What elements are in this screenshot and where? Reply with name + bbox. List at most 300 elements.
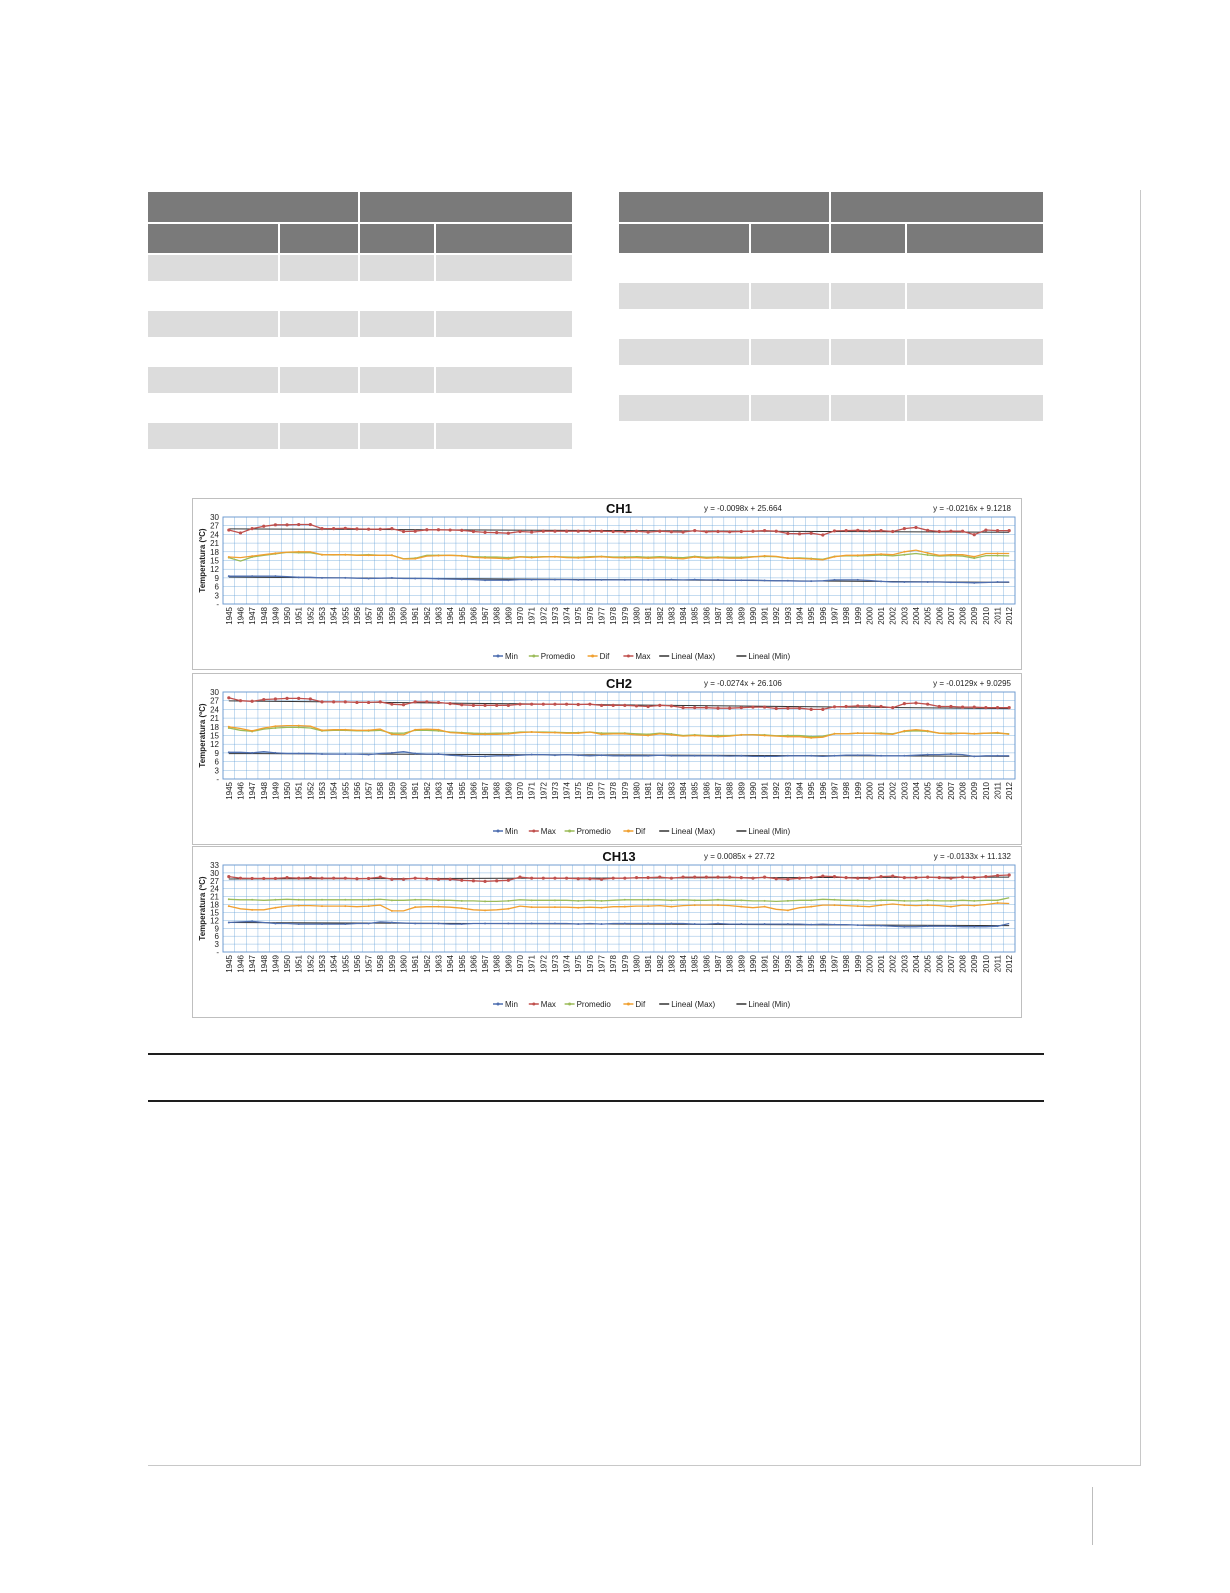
table-subheader-cell	[907, 224, 1043, 253]
data-point-promedio	[903, 554, 905, 556]
x-tick-label: 1949	[271, 782, 281, 800]
x-tick-label: 1965	[457, 607, 467, 625]
data-point-min	[437, 923, 439, 925]
data-point-min	[950, 925, 952, 927]
x-tick-label: 1968	[492, 607, 502, 625]
data-point-max	[938, 530, 941, 533]
data-point-promedio	[927, 899, 929, 901]
chart-title: CH2	[605, 676, 633, 691]
data-point-promedio	[740, 899, 742, 901]
x-tick-label: 1977	[597, 782, 607, 800]
x-tick-label: 1963	[434, 607, 444, 625]
x-tick-label: 1995	[807, 955, 817, 973]
table-cell	[436, 423, 572, 449]
x-tick-label: 1953	[318, 607, 327, 625]
data-point-max	[227, 875, 230, 878]
data-point-dif	[973, 905, 975, 907]
y-tick-label: 27	[210, 521, 219, 531]
data-point-promedio	[717, 899, 719, 901]
x-tick-label: 1960	[399, 607, 409, 625]
data-point-max	[786, 707, 789, 710]
data-point-min	[461, 578, 463, 580]
data-point-dif	[903, 551, 905, 553]
data-point-max	[425, 877, 428, 880]
x-tick-label: 1983	[667, 782, 677, 800]
x-tick-label: 1981	[644, 782, 654, 800]
data-point-max	[984, 875, 987, 878]
trend-equation-min: y = -0.0133x + 11.132	[933, 852, 1011, 861]
data-point-min	[740, 579, 742, 581]
x-tick-label: 1982	[655, 782, 665, 800]
data-point-promedio	[368, 899, 370, 901]
y-tick-label: 9	[214, 924, 219, 934]
legend-label: Max	[635, 652, 651, 661]
data-point-max	[460, 529, 463, 532]
x-tick-label: 2007	[946, 607, 956, 625]
table-top-rule	[148, 1053, 1044, 1055]
data-point-min	[298, 752, 300, 754]
data-point-min	[298, 576, 300, 578]
x-tick-label: 1991	[760, 955, 770, 973]
table-cell	[751, 395, 829, 421]
data-point-max	[681, 706, 684, 709]
x-tick-label: 2009	[970, 607, 980, 625]
x-tick-label: 2004	[912, 955, 921, 973]
data-point-max	[798, 707, 801, 710]
x-tick-label: 1973	[550, 955, 560, 973]
data-point-min	[717, 923, 719, 925]
data-point-max	[961, 705, 964, 708]
data-point-dif	[927, 904, 929, 906]
data-point-max	[705, 706, 708, 709]
y-tick-label: -	[216, 948, 219, 957]
x-tick-label: 2009	[970, 782, 980, 800]
data-point-dif	[857, 554, 859, 556]
data-point-min	[531, 754, 533, 756]
legend-marker	[532, 1003, 535, 1006]
data-point-max	[891, 874, 894, 877]
x-tick-label: 1986	[702, 955, 712, 973]
data-point-max	[845, 705, 848, 708]
data-point-max	[728, 876, 731, 879]
data-point-max	[891, 530, 894, 533]
data-point-max	[775, 877, 778, 880]
data-point-min	[624, 923, 626, 925]
x-tick-label: 1948	[259, 782, 269, 800]
data-point-max	[367, 701, 370, 704]
y-tick-label: 30	[210, 688, 219, 697]
x-tick-label: 1972	[539, 955, 549, 973]
data-point-min	[274, 752, 276, 754]
y-tick-label: 27	[210, 876, 219, 886]
x-tick-label: 1992	[772, 955, 782, 973]
legend-label: Promedio	[576, 1000, 611, 1009]
x-tick-label: 1984	[679, 955, 689, 973]
x-tick-label: 2000	[865, 607, 875, 625]
data-point-dif	[833, 556, 835, 558]
data-point-max	[833, 875, 836, 878]
x-tick-label: 1970	[516, 955, 525, 973]
data-point-max	[565, 877, 568, 880]
chart-ch13-svg	[193, 847, 1021, 1017]
x-tick-label: 1953	[318, 955, 327, 973]
x-tick-label: 1970	[516, 607, 525, 625]
data-point-dif	[484, 733, 486, 735]
data-point-max	[379, 876, 382, 879]
x-tick-label: 2008	[958, 955, 968, 973]
data-point-max	[949, 877, 952, 880]
data-point-dif	[601, 556, 603, 558]
x-tick-label: 1985	[690, 955, 700, 973]
x-tick-label: 2001	[877, 955, 887, 973]
data-point-min	[461, 755, 463, 757]
x-tick-label: 1965	[457, 782, 467, 800]
data-point-min	[764, 923, 766, 925]
data-point-max	[810, 708, 813, 711]
x-tick-label: 2005	[923, 607, 933, 625]
x-tick-label: 1978	[609, 607, 619, 625]
data-point-max	[856, 529, 859, 532]
table-cell	[436, 283, 572, 309]
y-tick-label: 15	[210, 731, 219, 741]
data-point-dif	[973, 733, 975, 735]
table-header-row	[148, 192, 572, 222]
x-tick-label: 1945	[224, 782, 234, 800]
table-subheader-cell	[148, 224, 278, 253]
data-point-min	[391, 921, 393, 923]
data-point-min	[251, 920, 253, 922]
data-point-dif	[950, 733, 952, 735]
data-point-min	[484, 755, 486, 757]
data-point-dif	[880, 733, 882, 735]
x-tick-label: 1961	[411, 955, 421, 973]
data-point-dif	[414, 558, 416, 560]
data-point-min	[391, 577, 393, 579]
x-tick-label: 1952	[306, 607, 316, 625]
x-tick-label: 1945	[224, 607, 234, 625]
data-point-max	[495, 879, 498, 882]
x-tick-label: 1981	[644, 607, 654, 625]
x-tick-label: 1976	[585, 607, 595, 625]
data-point-max	[565, 530, 568, 533]
x-tick-label: 1972	[539, 782, 549, 800]
x-tick-label: 1949	[271, 955, 281, 973]
legend-marker	[532, 830, 535, 833]
data-point-max	[996, 874, 999, 877]
table-subheader-cell	[360, 224, 434, 253]
data-point-max	[309, 876, 312, 879]
data-point-min	[554, 754, 556, 756]
data-point-min	[601, 754, 603, 756]
data-point-min	[484, 923, 486, 925]
data-point-max	[320, 700, 323, 703]
x-tick-label: 1956	[352, 955, 362, 973]
data-point-min	[857, 579, 859, 581]
table-cell	[148, 339, 278, 365]
data-point-max	[577, 877, 580, 880]
x-tick-label: 1982	[655, 955, 665, 973]
table-cell	[148, 395, 278, 421]
x-tick-label: 2000	[865, 782, 875, 800]
data-point-max	[530, 703, 533, 706]
x-tick-label: 1964	[446, 607, 456, 625]
table-cell	[831, 367, 905, 393]
data-point-dif	[647, 735, 649, 737]
data-point-max	[262, 877, 265, 880]
y-tick-label: 24	[210, 705, 219, 715]
chart-ch13	[192, 846, 1022, 1018]
table-row	[619, 395, 1043, 421]
x-tick-label: 1989	[737, 607, 747, 625]
table-cell	[907, 255, 1043, 281]
data-point-min	[624, 755, 626, 757]
data-point-dif	[903, 904, 905, 906]
x-tick-label: 1963	[434, 782, 444, 800]
y-tick-label: 15	[210, 556, 219, 566]
data-point-min	[647, 923, 649, 925]
x-tick-label: 1977	[597, 955, 607, 973]
x-tick-label: 1985	[690, 607, 700, 625]
data-point-dif	[531, 731, 533, 733]
data-point-max	[367, 877, 370, 880]
x-tick-label: 1975	[574, 782, 584, 800]
data-point-dif	[903, 730, 905, 732]
data-point-min	[764, 580, 766, 582]
data-point-max	[239, 531, 242, 534]
data-point-max	[635, 704, 638, 707]
data-point-max	[716, 707, 719, 710]
x-tick-label: 1955	[341, 607, 351, 625]
data-point-dif	[601, 907, 603, 909]
data-point-dif	[787, 736, 789, 738]
page-number-divider	[1092, 1487, 1093, 1545]
y-tick-label: 24	[210, 530, 219, 540]
data-point-max	[821, 533, 824, 536]
data-point-min	[507, 755, 509, 757]
data-point-max	[693, 706, 696, 709]
table-cell	[751, 311, 829, 337]
data-point-min	[368, 754, 370, 756]
chart-title: CH13	[602, 849, 636, 864]
data-point-min	[927, 925, 929, 927]
table-cell	[619, 339, 749, 365]
data-point-max	[868, 529, 871, 532]
x-tick-label: 1974	[562, 782, 572, 800]
x-tick-label: 1954	[329, 782, 339, 800]
data-point-min	[950, 581, 952, 583]
data-point-dif	[810, 906, 812, 908]
data-point-max	[285, 876, 288, 879]
data-point-dif	[717, 736, 719, 738]
y-axis-label: Temperatura (ºC)	[198, 703, 207, 768]
data-point-max	[274, 523, 277, 526]
x-tick-label: 1996	[818, 782, 828, 800]
y-tick-label: 12	[210, 565, 219, 575]
x-tick-label: 1992	[772, 607, 782, 625]
data-point-max	[355, 527, 358, 530]
data-point-max	[961, 876, 964, 879]
data-point-promedio	[997, 899, 999, 901]
data-point-max	[309, 697, 312, 700]
x-tick-label: 1950	[283, 955, 293, 973]
data-point-max	[553, 530, 556, 533]
data-point-dif	[228, 556, 230, 558]
data-point-dif	[950, 554, 952, 556]
data-point-min	[694, 923, 696, 925]
x-tick-label: 1995	[807, 607, 817, 625]
data-point-max	[786, 532, 789, 535]
data-point-dif	[251, 555, 253, 557]
data-point-min	[274, 923, 276, 925]
data-point-promedio	[414, 899, 416, 901]
table-cell	[619, 367, 749, 393]
data-point-min	[787, 755, 789, 757]
data-point-max	[344, 700, 347, 703]
data-point-min	[927, 754, 929, 756]
data-point-dif	[298, 551, 300, 553]
data-point-max	[332, 527, 335, 530]
data-point-dif	[997, 553, 999, 555]
x-tick-label: 1967	[481, 955, 491, 973]
data-point-dif	[577, 732, 579, 734]
data-point-dif	[857, 732, 859, 734]
data-point-dif	[251, 730, 253, 732]
x-tick-label: 1998	[842, 607, 852, 625]
data-point-dif	[461, 555, 463, 557]
table-cell	[436, 395, 572, 421]
x-tick-label: 2012	[1005, 782, 1015, 800]
x-tick-label: 1955	[341, 955, 351, 973]
data-point-max	[670, 704, 673, 707]
y-tick-label: 12	[210, 916, 219, 926]
x-tick-label: 1991	[760, 607, 770, 625]
x-tick-label: 1951	[294, 607, 304, 625]
x-tick-label: 1969	[504, 607, 514, 625]
data-point-dif	[437, 729, 439, 731]
data-point-max	[705, 530, 708, 533]
data-point-min	[414, 752, 416, 754]
data-point-dif	[927, 730, 929, 732]
data-point-max	[612, 704, 615, 707]
y-tick-label: 21	[210, 892, 219, 902]
data-point-min	[810, 924, 812, 926]
x-tick-label: 2009	[970, 955, 980, 973]
x-tick-label: 1983	[667, 955, 677, 973]
data-point-max	[577, 530, 580, 533]
x-tick-label: 1990	[748, 782, 758, 800]
legend-label: Min	[505, 827, 518, 836]
x-tick-label: 1998	[842, 955, 852, 973]
legend-label: Dif	[635, 1000, 646, 1009]
x-tick-label: 1959	[387, 955, 397, 973]
data-point-min	[927, 581, 929, 583]
data-point-max	[239, 877, 242, 880]
x-tick-label: 2002	[888, 782, 898, 800]
data-point-max	[449, 702, 452, 705]
data-point-promedio	[833, 899, 835, 901]
table-row	[619, 311, 1043, 337]
x-tick-label: 1969	[504, 955, 514, 973]
x-tick-label: 1978	[609, 782, 619, 800]
data-point-min	[531, 923, 533, 925]
table-cell	[619, 255, 749, 281]
x-tick-label: 1971	[527, 955, 537, 973]
data-point-dif	[670, 906, 672, 908]
data-point-max	[740, 530, 743, 533]
data-point-max	[728, 707, 731, 710]
data-point-min	[437, 753, 439, 755]
data-point-promedio	[880, 899, 882, 901]
data-point-promedio	[484, 900, 486, 902]
data-point-max	[786, 878, 789, 881]
x-tick-label: 1971	[527, 607, 537, 625]
legend-label: Promedio	[576, 827, 611, 836]
data-point-max	[262, 525, 265, 528]
y-tick-label: 21	[210, 714, 219, 724]
x-tick-label: 1951	[294, 955, 304, 973]
data-point-dif	[927, 552, 929, 554]
table-header-cell	[148, 192, 358, 222]
data-point-max	[495, 704, 498, 707]
data-point-max	[320, 527, 323, 530]
table-row	[148, 423, 572, 449]
data-point-max	[716, 876, 719, 879]
x-tick-label: 1953	[318, 782, 327, 800]
data-point-min	[484, 579, 486, 581]
table-header-cell	[831, 192, 1043, 222]
data-point-max	[612, 530, 615, 533]
x-tick-label: 1947	[248, 782, 258, 800]
data-point-max	[903, 527, 906, 530]
table-subheader-row	[148, 224, 572, 253]
x-tick-label: 2011	[993, 607, 1003, 625]
data-point-min	[577, 754, 579, 756]
table-subheader-row	[619, 224, 1043, 253]
data-point-max	[868, 877, 871, 880]
data-point-min	[274, 575, 276, 577]
x-tick-label: 1987	[714, 955, 723, 973]
y-tick-label: -	[216, 775, 219, 784]
x-tick-label: 1980	[632, 955, 642, 973]
x-tick-label: 1993	[783, 782, 793, 800]
data-point-max	[414, 877, 417, 880]
x-tick-label: 2002	[888, 955, 898, 973]
table-cell	[751, 339, 829, 365]
x-tick-label: 1993	[783, 607, 793, 625]
data-point-max	[309, 523, 312, 526]
data-point-dif	[228, 905, 230, 907]
page-frame-bottom	[148, 1465, 1141, 1466]
data-point-dif	[624, 733, 626, 735]
data-point-dif	[717, 904, 719, 906]
data-point-dif	[833, 733, 835, 735]
data-point-dif	[391, 910, 393, 912]
table-cell	[280, 311, 358, 337]
data-point-max	[845, 876, 848, 879]
data-point-promedio	[764, 900, 766, 902]
legend-label: Min	[505, 652, 518, 661]
table-bottom-rule	[148, 1100, 1044, 1102]
data-point-promedio	[251, 899, 253, 901]
data-point-max	[716, 530, 719, 533]
data-point-max	[879, 875, 882, 878]
data-point-max	[856, 877, 859, 880]
data-point-promedio	[531, 899, 533, 901]
data-point-max	[973, 533, 976, 536]
data-point-min	[577, 923, 579, 925]
trend-equation-min: y = -0.0129x + 9.0295	[933, 679, 1011, 688]
table-subheader-cell	[751, 224, 829, 253]
